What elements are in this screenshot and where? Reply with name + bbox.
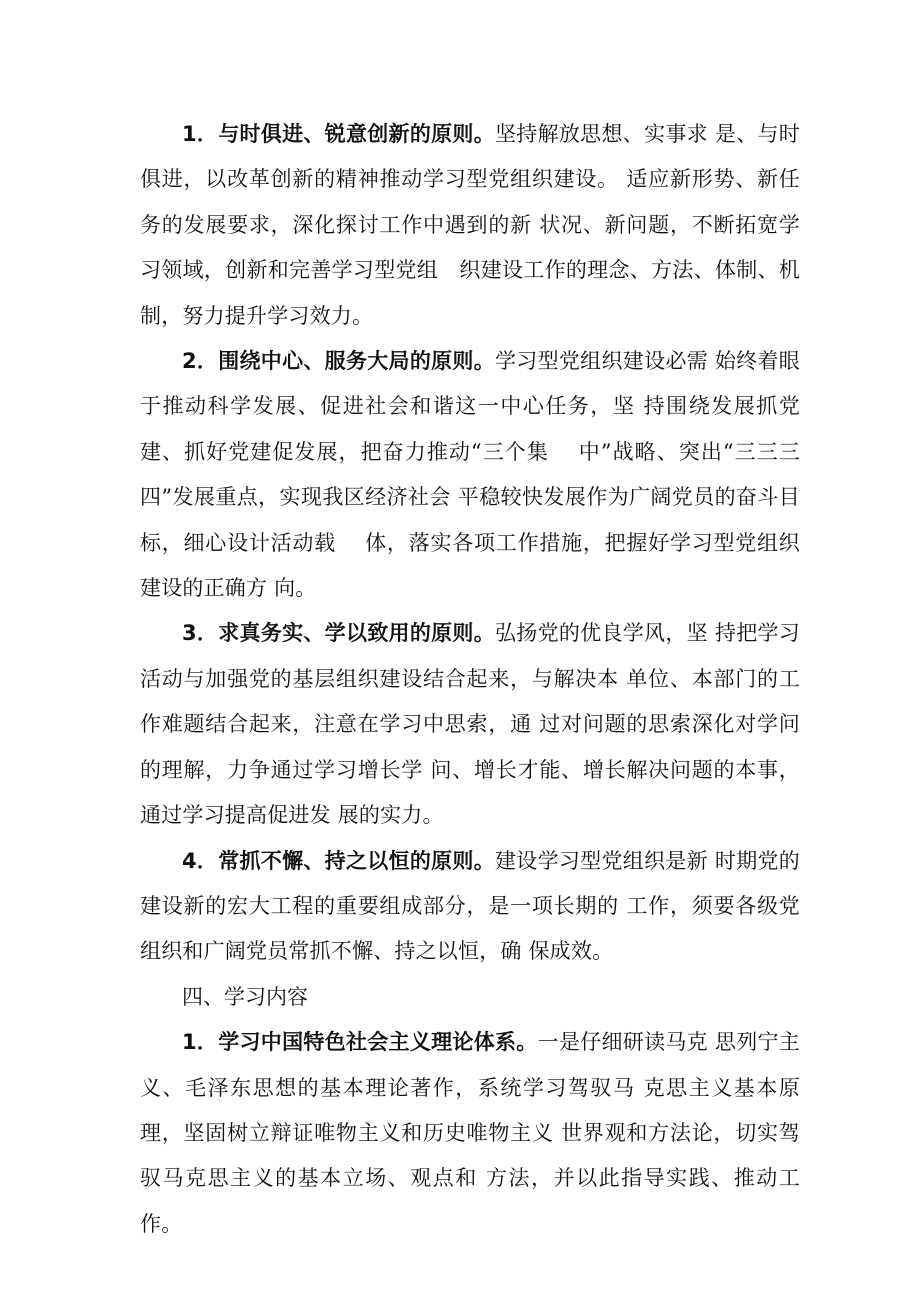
principle-2-title: 2．围绕中心、服务大局的原则。 [182, 349, 496, 374]
principle-1-text: 坚持解放思想、实事求 是、与时俱进，以改革创新的精神推动学习型党组织建设。 适应新形势、新任务的发展要求，深化探讨工作中遇到的新 状况、新问题，不断拓宽学习领域，创新和完善学习型党组 织建设工作的理念、方法、体制、机制，努力提升学习效力。 [140, 122, 800, 328]
section-heading: 四、学习内容 [182, 984, 308, 1009]
principle-3-title: 3．求真务实、学以致用的原则。 [182, 621, 496, 646]
document-body [140, 112, 800, 1247]
content-1-title: 1．学习中国特色社会主义理论体系。 [182, 1030, 538, 1055]
content-1-text: 一是仔细研读马克 思列宁主义、毛泽东思想的基本理论著作，系统学习驾驭马 克思主义基本原理，坚固树立辩证唯物主义和历史唯物主义 世界观和方法论，切实驾驭马克思主义的基本立场、观点和 方法，并以此指导实践、推动工作。 [140, 1030, 801, 1236]
content-paragraph-1 [140, 1020, 800, 1247]
principle-2-text: 学习型党组织建设必需 始终着眼于推动科学发展、促进社会和谐这一中心任务，坚 持围绕发展抓党建、抓好党建促发展，把奋力推动“三个集 中”战略、突出“三三三四”发展重点，实现我区经济社会 平稳较快发展作为广阔党员的奋斗目标，细心设计活动载 体，落实各项工作措施，把握好学习型党组织建设的正确方 向。 [140, 349, 800, 601]
principle-paragraph-4 [140, 839, 800, 975]
principle-4-text: 建设学习型党组织是新 时期党的建设新的宏大工程的重要组成部分，是一项长期的 工作，须要各级党组织和广阔党员常抓不懈、持之以恒，确 保成效。 [140, 848, 800, 964]
principle-4-title: 4．常抓不懈、持之以恒的原则。 [182, 848, 496, 873]
principle-paragraph-2 [140, 339, 800, 611]
principle-paragraph-3 [140, 611, 800, 838]
principle-1-title: 1．与时俱进、锐意创新的原则。 [182, 122, 496, 146]
principle-paragraph-1 [140, 112, 800, 339]
principle-3-text: 弘扬党的优良学风，坚 持把学习活动与加强党的基层组织建设结合起来，与解决本 单位、本部门的工作难题结合起来，注意在学习中思索，通 过对问题的思索深化对学问的理解，力争通过学习增长学 问、增长才能、增长解决问题的本事，通过学习提高促进发 展的实力。 [140, 621, 800, 828]
